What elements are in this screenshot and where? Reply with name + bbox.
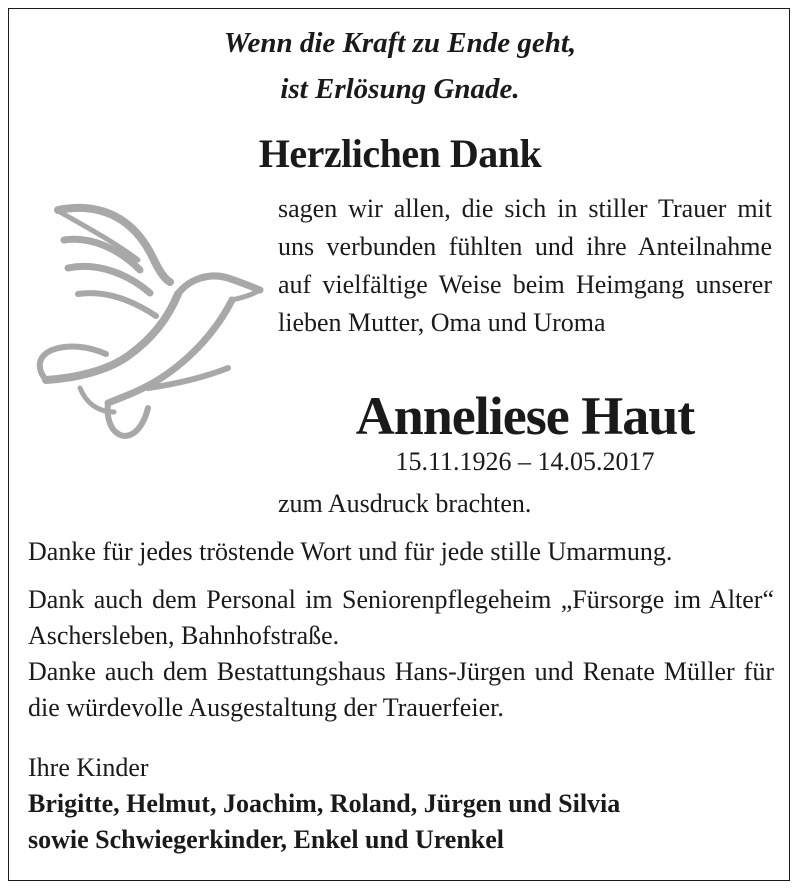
motto-line-2: ist Erlösung Gnade. (280, 73, 520, 105)
thanks-paragraph-3: Danke auch dem Bestattungshaus Hans-Jürgen und Renate Müller für die würdevolle Ausgestaltung der Trauerfeier. (28, 657, 774, 722)
motto-line-1: Wenn die Kraft zu Ende geht, (223, 27, 577, 59)
intro-text: sagen wir allen, die sich in stiller Trauer mit uns verbunden fühlten und ihre Anteilnahme auf vielfältige Weise beim Heimgang unserer lieben Mutter, Oma und Uroma (278, 194, 772, 337)
life-dates: 15.11.1926 – 14.05.2017 (395, 447, 655, 476)
signature-line-2-wrapper (28, 822, 504, 858)
signature-line-1: Brigitte, Helmut, Joachim, Roland, Jürgen und Silvia (28, 789, 621, 818)
thanks-heading: Herzlichen Dank (258, 131, 542, 176)
dove-icon (28, 198, 268, 443)
thanks-paragraph-2: Dank auch dem Personal im Seniorenpflegeheim „Fürsorge im Alter“ Aschersleben, Bahnhofstraße. (28, 585, 774, 650)
closing-text: zum Ausdruck brachten. (278, 489, 532, 518)
signature-line-2: sowie Schwiegerkinder, Enkel und Urenkel (28, 825, 505, 854)
deceased-name: Anneliese Haut (355, 386, 695, 446)
signature-line-1-wrapper (28, 786, 620, 822)
signature-intro: Ihre Kinder (28, 753, 149, 782)
thanks-paragraph-1: Danke für jedes tröstende Wort und für jede stille Umarmung. (28, 537, 673, 566)
